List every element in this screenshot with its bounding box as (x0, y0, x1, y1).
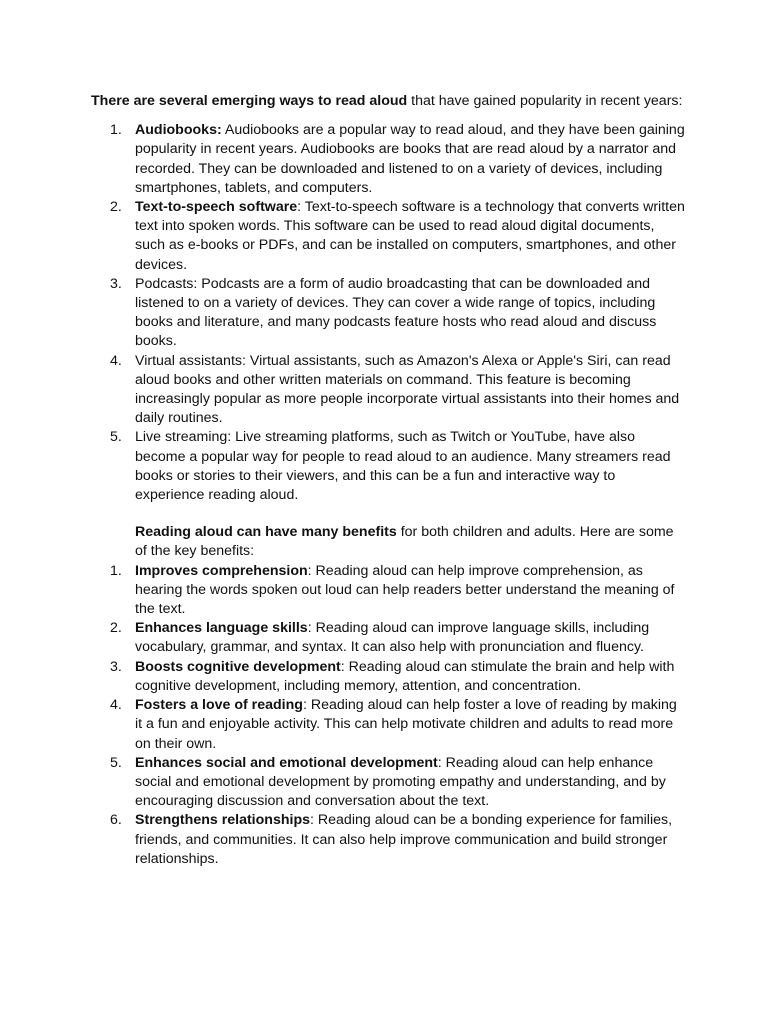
item-number: 2. (110, 620, 122, 637)
item-text: Podcasts: Podcasts are a form of audio broadcasting that can be downloaded and listened to on a variety of devices. They can cover a wide range of topics, including books and literature, and many podcasts feature hosts who read aloud and discuss books. (135, 275, 657, 350)
intro-bold: There are several emerging ways to read aloud (91, 93, 408, 109)
benefits-intro-text: for both children and adults. Here are some of the key benefits: (135, 524, 674, 560)
list-item (91, 619, 687, 657)
item-text: : Reading aloud can help enhance social and emotional development by promoting empathy and understanding, and by encouraging discussion and conversation about the text. (135, 754, 666, 810)
document-page (91, 92, 687, 869)
item-text: : Reading aloud can stimulate the brain and help with cognitive development, including memory, attention, and concentration. (135, 658, 675, 694)
list-item (91, 811, 687, 869)
benefits-list (91, 562, 687, 869)
item-number: 5. (110, 754, 122, 771)
item-bold: Strengthens relationships (135, 812, 311, 829)
benefits-intro-paragraph (91, 523, 687, 561)
list-item (91, 658, 687, 696)
item-text: Audiobooks are a popular way to read aloud, and they have been gaining popularity in recent years. Audiobooks are books that are read aloud by a narrator and recorded. They can be downloaded and listened to on a variety of devices, including smartphones, tablets, and computers. (135, 122, 685, 196)
item-text: : Reading aloud can help foster a love of reading by making it a fun and enjoyable activity. This can help motivate children and adults to read more on their own. (135, 697, 677, 752)
item-bold: Improves comprehension (135, 562, 308, 579)
item-bold: Enhances social and emotional development (135, 754, 438, 771)
item-bold: Enhances language skills (135, 620, 308, 637)
item-bold: Boosts cognitive development (135, 658, 341, 675)
item-number: 6. (110, 812, 122, 829)
list-item (91, 275, 687, 352)
list-item (91, 198, 687, 275)
item-number: 3. (110, 658, 122, 675)
list-item (91, 562, 687, 620)
list-item (91, 121, 687, 198)
list-item (91, 428, 687, 505)
item-bold: Text-to-speech software (135, 199, 298, 216)
item-text: : Reading aloud can help improve comprehension, as hearing the words spoken out loud can help readers better understand the meaning of the text. (135, 562, 675, 618)
item-number: 1. (110, 122, 122, 139)
item-text: : Reading aloud can improve language skills, including vocabulary, grammar, and syntax. It can also help with pronunciation and fluency. (135, 620, 650, 656)
list-item (91, 696, 687, 754)
item-number: 4. (110, 352, 122, 369)
item-bold: Audiobooks: (135, 122, 222, 139)
item-number: 5. (110, 429, 122, 446)
item-text: : Reading aloud can be a bonding experience for families, friends, and communities. It can also help improve communication and build stronger relationships. (135, 812, 673, 867)
intro-text: that have gained popularity in recent years: (407, 93, 683, 109)
item-text: : Text-to-speech software is a technology that converts written text into spoken words. This software can be used to read aloud digital documents, such as e-books or PDFs, and can be installed on computers, smartphones, and other devices. (135, 199, 685, 273)
item-text: Live streaming: Live streaming platforms, such as Twitch or YouTube, have also become a popular way for people to read aloud to an audience. Many streamers read books or stories to their viewers, and this can be a fun and interactive way to experience reading aloud. (135, 429, 671, 504)
item-number: 1. (110, 562, 122, 579)
item-text: Virtual assistants: Virtual assistants, such as Amazon's Alexa or Apple's Siri, can read aloud books and other written materials on command. This feature is becoming increasingly popular as more people incorporate virtual assistants into their homes and daily routines. (135, 352, 680, 427)
item-number: 4. (110, 697, 122, 714)
intro-paragraph (91, 92, 687, 111)
benefits-intro-bold: Reading aloud can have many benefits (135, 524, 397, 541)
list-item (91, 754, 687, 812)
item-bold: Fosters a love of reading (135, 697, 303, 714)
ways-list (91, 121, 687, 505)
list-item (91, 352, 687, 429)
item-number: 3. (110, 275, 122, 292)
item-number: 2. (110, 199, 122, 216)
